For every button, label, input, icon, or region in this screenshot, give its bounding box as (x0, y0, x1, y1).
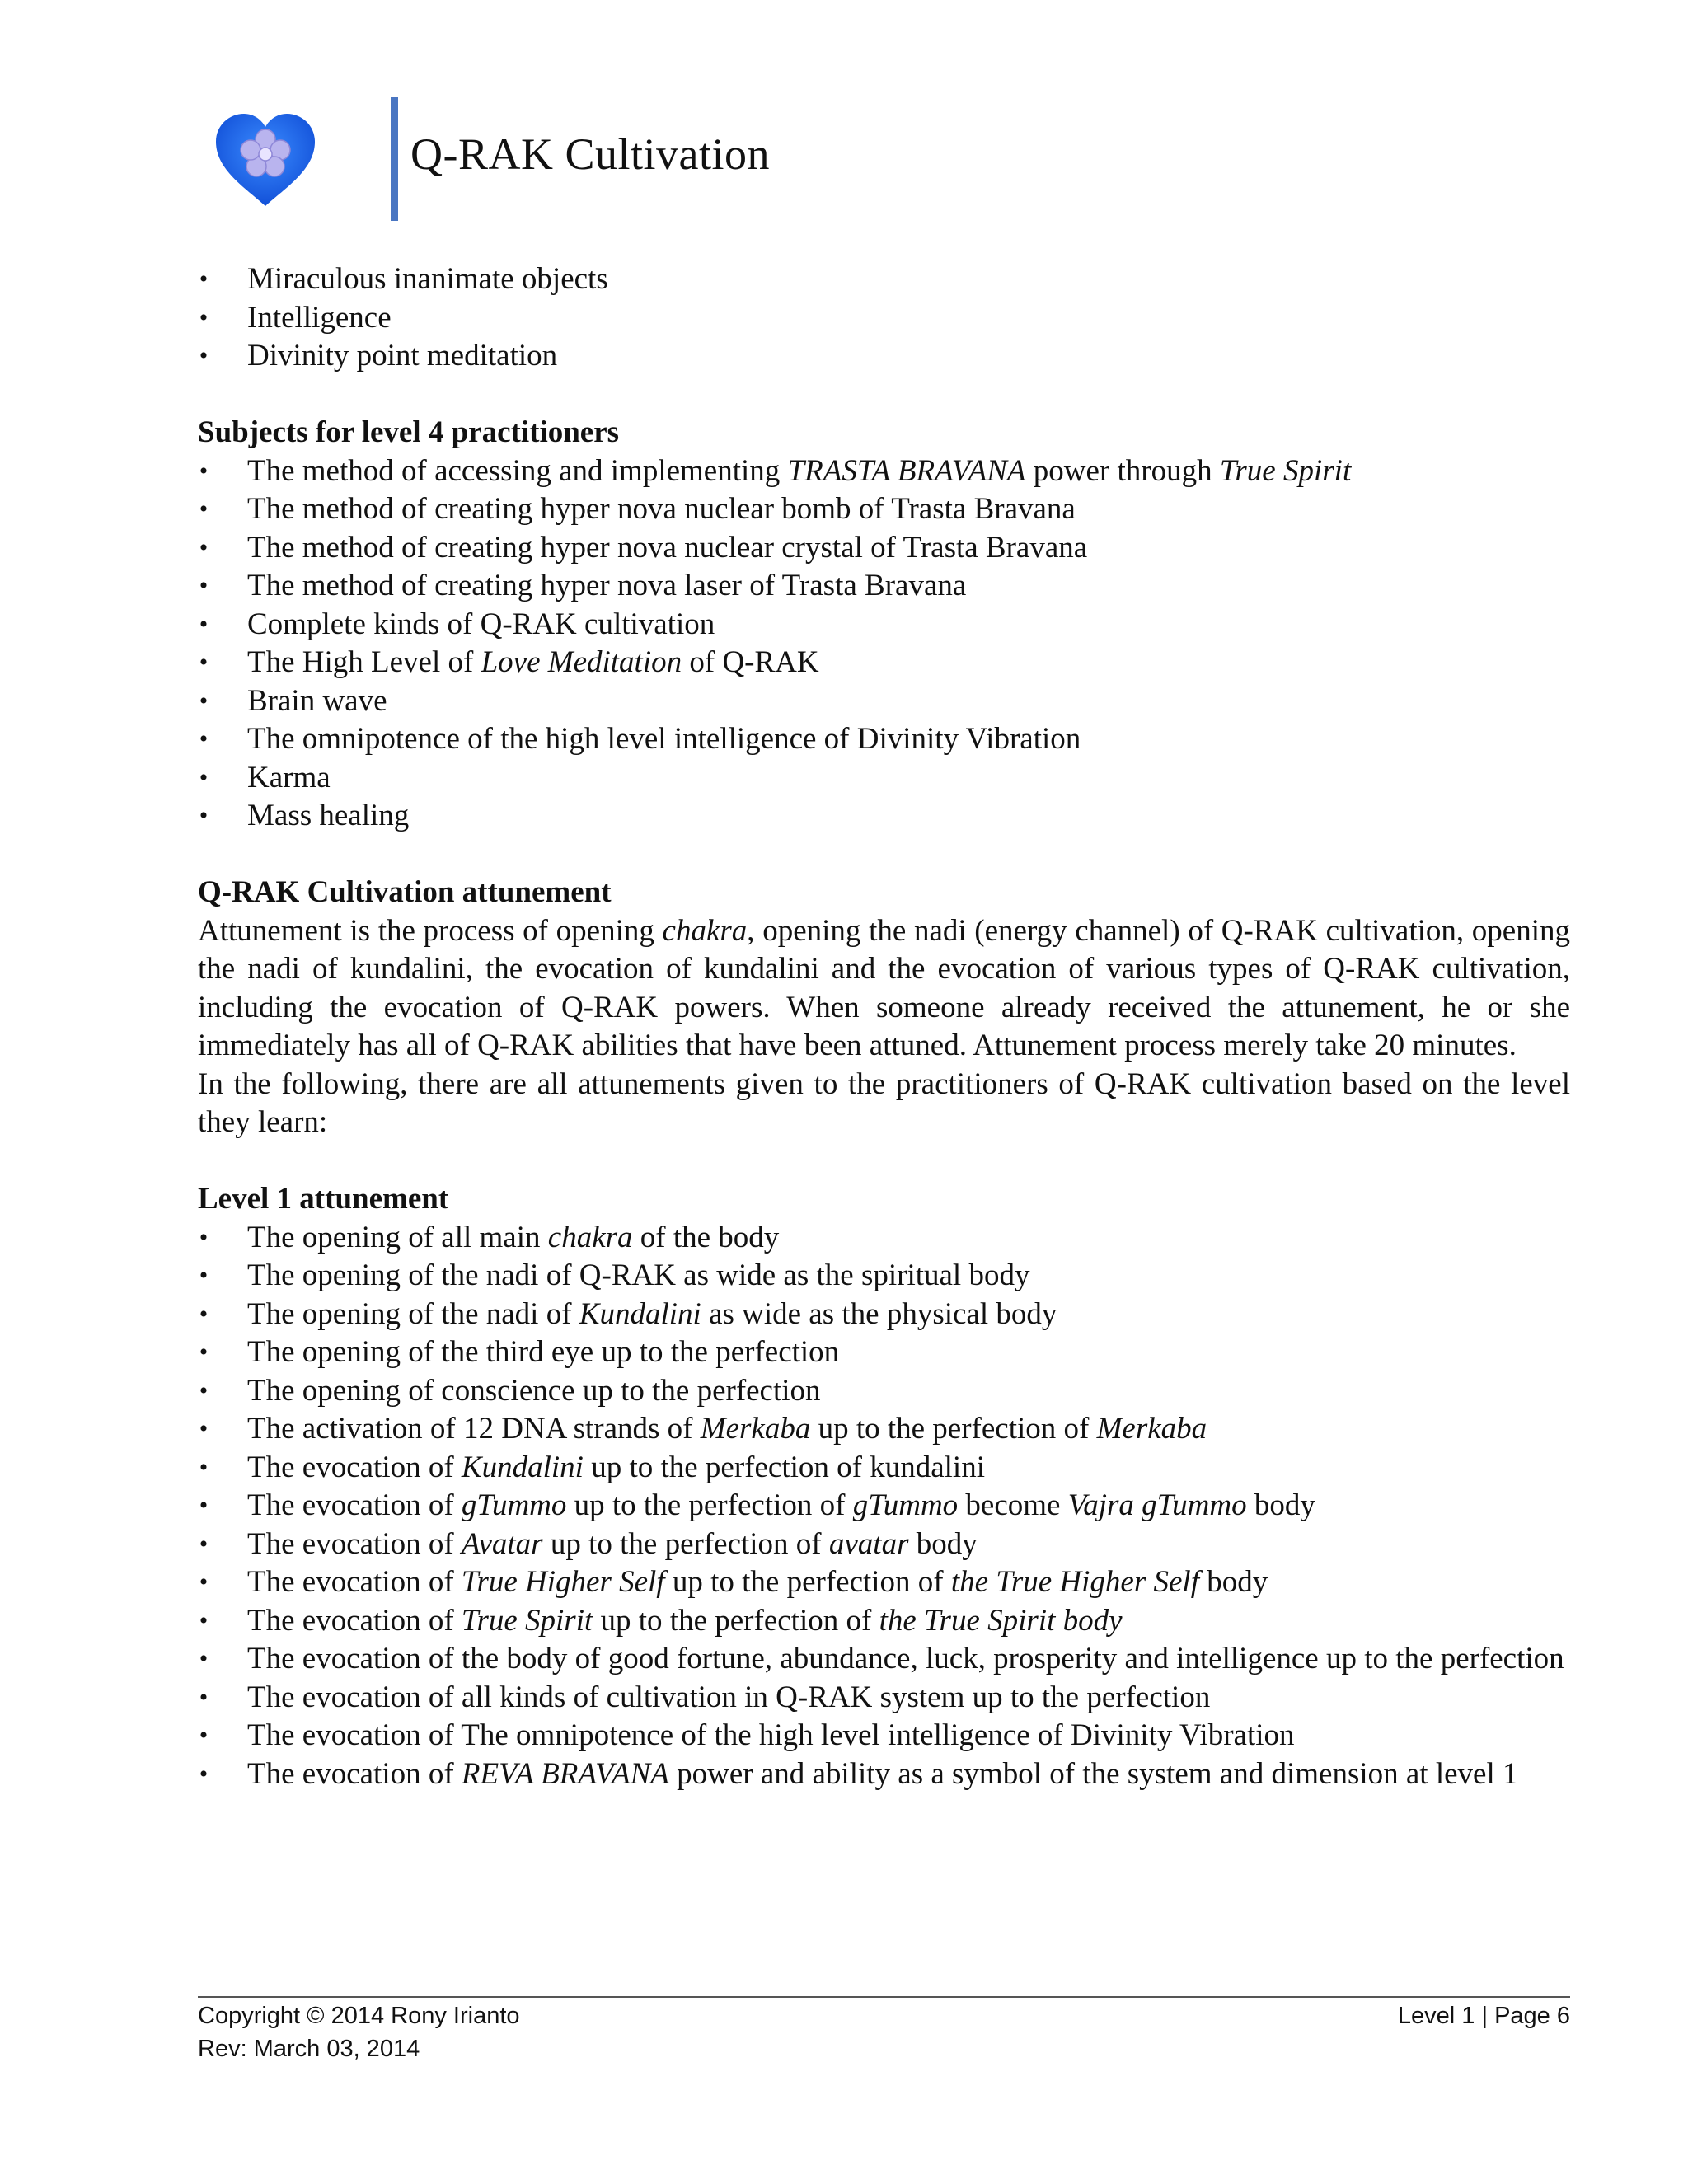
spacer (198, 836, 1570, 874)
level4-heading: Subjects for level 4 practitioners (198, 415, 620, 449)
list-item-text: The evocation of gTummo up to the perfection of gTummo become Vajra gTummo body (247, 1488, 1315, 1522)
bullet-icon: • (199, 1606, 209, 1634)
bullet-icon: • (199, 533, 209, 561)
list-item-text: The method of creating hyper nova nuclear crystal of Trasta Bravana (247, 530, 1088, 565)
list-item-text: Brain wave (247, 683, 387, 718)
list-item-text: The High Level of Love Meditation of Q-RAK (247, 645, 819, 679)
header-divider (391, 97, 398, 221)
list-item (198, 720, 1570, 759)
list-item (198, 759, 1570, 798)
list-item-text: Intelligence (247, 300, 392, 335)
list-item (198, 1487, 1570, 1526)
list-item-text: The evocation of True Spirit up to the perfection of the True Spirit body (247, 1603, 1123, 1638)
list-item-text: The method of accessing and implementing TRASTA BRAVANA power through True Spirit (247, 453, 1352, 488)
bullet-icon: • (199, 1530, 209, 1558)
list-item (198, 1679, 1570, 1718)
list-item-text: Complete kinds of Q-RAK cultivation (247, 607, 715, 641)
bullet-icon: • (199, 265, 209, 293)
list-item-text: The evocation of True Higher Self up to the perfection of the True Higher Self body (247, 1565, 1268, 1599)
list-item (198, 797, 1570, 836)
bullet-icon: • (199, 1645, 209, 1672)
list-item-text: The evocation of the body of good fortune, abundance, luck, prosperity and intelligence up to the perfection (247, 1642, 1564, 1675)
list-item-text: The evocation of The omnipotence of the high level intelligence of Divinity Vibration (247, 1718, 1295, 1752)
bullet-icon: • (199, 1453, 209, 1481)
list-item-text: The opening of the third eye up to the perfection (247, 1335, 840, 1369)
list-item-text: The method of creating hyper nova nuclear bomb of Trasta Bravana (247, 492, 1076, 526)
bullet-icon: • (199, 457, 209, 485)
list-item-text: The method of creating hyper nova laser of Trasta Bravana (247, 569, 967, 602)
bullet-icon: • (199, 303, 209, 331)
spacer (198, 376, 1570, 415)
list-item-text: Mass healing (247, 799, 410, 832)
list-item (198, 1755, 1570, 1794)
list-item (198, 1219, 1570, 1258)
bullet-icon: • (199, 1760, 209, 1788)
bullet-icon: • (199, 1415, 209, 1442)
bullet-icon: • (199, 1300, 209, 1328)
page-footer (198, 1999, 1570, 2065)
level4-list (198, 452, 1570, 836)
bullet-icon: • (199, 610, 209, 638)
list-item (198, 567, 1570, 606)
list-item-text: The opening of the nadi of Kundalini as wide as the physical body (247, 1296, 1057, 1331)
list-item-text: The omnipotence of the high level intelligence of Divinity Vibration (247, 722, 1081, 756)
list-item-text: The evocation of REVA BRAVANA power and ability as a symbol of the system and dimension at level 1 (247, 1756, 1518, 1791)
attunement-paragraph-1: Attunement is the process of opening chakra, opening the nadi (energy channel) of Q-RAK cultivation, opening the nadi of kundalini, the evocation of kundalini and the evocation of various types of Q-RAK cultivation, including the evocation of Q-RAK powers. When someone already received the attunement, he or she immediately has all of Q-RAK abilities that have been attuned. Attunement process merely take 20 minutes. (198, 913, 1570, 1062)
list-item-text: Divinity point meditation (247, 339, 558, 373)
intro-list (198, 260, 1570, 376)
list-item-text: Karma (247, 760, 331, 794)
list-item (198, 1257, 1570, 1296)
list-item (198, 1717, 1570, 1755)
main-content (198, 260, 1570, 1793)
list-item (198, 682, 1570, 721)
blue-heart-flower-icon (213, 112, 318, 209)
list-item (198, 337, 1570, 376)
page-header-title: Q-RAK Cultivation (410, 129, 770, 179)
list-item (198, 1372, 1570, 1411)
level1-heading: Level 1 attunement (198, 1182, 449, 1216)
bullet-icon: • (199, 495, 209, 523)
list-item (198, 1602, 1570, 1641)
list-item (198, 644, 1570, 682)
list-item-text: The opening of conscience up to the perfection (247, 1373, 821, 1408)
list-item-text: The opening of the nadi of Q-RAK as wide as the spiritual body (247, 1258, 1030, 1292)
list-item (198, 260, 1570, 299)
spacer (198, 1142, 1570, 1181)
list-item (198, 529, 1570, 568)
bullet-icon: • (199, 725, 209, 752)
bullet-icon: • (199, 572, 209, 599)
list-item (198, 606, 1570, 644)
list-item (198, 452, 1570, 491)
list-item-text: Miraculous inanimate objects (247, 262, 608, 296)
bullet-icon: • (199, 1568, 209, 1596)
list-item-text: The opening of all main chakra of the body (247, 1220, 780, 1254)
bullet-icon: • (199, 1376, 209, 1404)
attunement-heading: Q-RAK Cultivation attunement (198, 875, 612, 909)
bullet-icon: • (199, 649, 209, 676)
bullet-icon: • (199, 1223, 209, 1251)
bullet-icon: • (199, 1338, 209, 1366)
level1-list (198, 1219, 1570, 1794)
bullet-icon: • (199, 1492, 209, 1519)
list-item-text: The evocation of all kinds of cultivation in Q-RAK system up to the perfection (247, 1680, 1211, 1714)
list-item (198, 1410, 1570, 1449)
footer-divider (198, 1996, 1570, 1998)
bullet-icon: • (199, 1722, 209, 1749)
list-item (198, 1449, 1570, 1488)
footer-page-number: Level 1 | Page 6 (1397, 2003, 1570, 2029)
bullet-icon: • (199, 1683, 209, 1711)
bullet-icon: • (199, 687, 209, 715)
list-item-text: The evocation of Kundalini up to the perfection of kundalini (247, 1450, 985, 1484)
footer-revision: Rev: March 03, 2014 (198, 2036, 420, 2062)
list-item-text: The evocation of Avatar up to the perfection of avatar body (247, 1526, 978, 1561)
attunement-paragraph-2: In the following, there are all attunements given to the practitioners of Q-RAK cultivation based on the level they learn: (198, 1066, 1570, 1139)
list-item (198, 1640, 1570, 1679)
bullet-icon: • (199, 802, 209, 829)
list-item (198, 299, 1570, 338)
bullet-icon: • (199, 342, 209, 369)
list-item-text: The activation of 12 DNA strands of Merkaba up to the perfection of Merkaba (247, 1412, 1207, 1446)
list-item (198, 1563, 1570, 1602)
list-item (198, 490, 1570, 529)
list-item (198, 1526, 1570, 1564)
list-item (198, 1296, 1570, 1334)
bullet-icon: • (199, 1262, 209, 1289)
footer-copyright: Copyright © 2014 Rony Irianto (198, 2003, 520, 2029)
bullet-icon: • (199, 763, 209, 791)
list-item (198, 1333, 1570, 1372)
